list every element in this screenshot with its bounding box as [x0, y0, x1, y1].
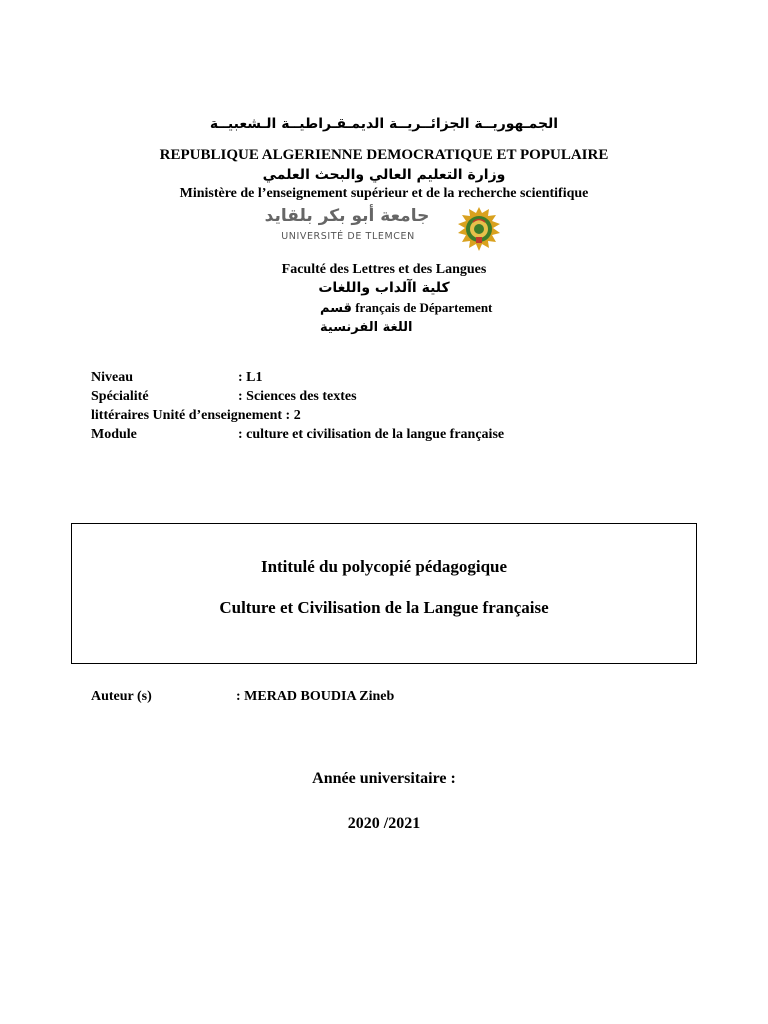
- module-label: Module: [91, 427, 137, 442]
- department-language-ar: اللغة الفرنسية: [320, 320, 413, 335]
- university-name-ar: جامعة أبو بكر بلقايد: [264, 206, 430, 226]
- module-row: [91, 427, 505, 443]
- academic-year-value: 2020 /2021: [347, 815, 421, 832]
- unite-enseignement-row: littéraires Unité d’enseignement : 2: [91, 408, 301, 423]
- specialite-row: [91, 389, 357, 405]
- niveau-row: [91, 370, 263, 386]
- polycopie-title: Culture et Civilisation de la Langue française: [219, 598, 549, 617]
- ministry-title-ar: وزارة التعليم العالي والبحث العلمي: [262, 167, 506, 183]
- department-name-fr: français de Département: [355, 300, 493, 315]
- author-label: Auteur (s): [91, 689, 152, 704]
- department-line: [320, 300, 492, 316]
- polycopie-heading: Intitulé du polycopié pédagogique: [260, 557, 508, 576]
- republic-title-ar: الجمـهوريــة الجزائــريــة الديمـقـراطيــة الـشعبيــة: [209, 116, 559, 132]
- university-logo: [240, 204, 530, 254]
- academic-year-label: Année universitaire :: [312, 770, 456, 787]
- module-value: : culture et civilisation de la langue française: [238, 427, 505, 442]
- republic-title-fr: REPUBLIQUE ALGERIENNE DEMOCRATIQUE ET POPULAIRE: [159, 147, 609, 163]
- title-box: [71, 523, 697, 664]
- specialite-label: Spécialité: [91, 389, 149, 404]
- department-prefix-ar: قسم: [320, 301, 352, 316]
- niveau-value: : L1: [238, 370, 263, 385]
- university-name-lat: UNIVERSITÉ DE TLEMCEN: [281, 231, 415, 242]
- faculty-name-ar: كلية اآلداب واللغات: [318, 280, 450, 296]
- niveau-label: Niveau: [91, 370, 133, 385]
- ministry-title-fr: Ministère de l’enseignement supérieur et de la recherche scientifique: [179, 186, 589, 201]
- university-seal-icon: [454, 204, 504, 254]
- author-row: [91, 689, 395, 705]
- author-value: : MERAD BOUDIA Zineb: [236, 689, 395, 704]
- specialite-value: : Sciences des textes: [238, 389, 357, 404]
- faculty-name-fr: Faculté des Lettres et des Langues: [281, 262, 487, 277]
